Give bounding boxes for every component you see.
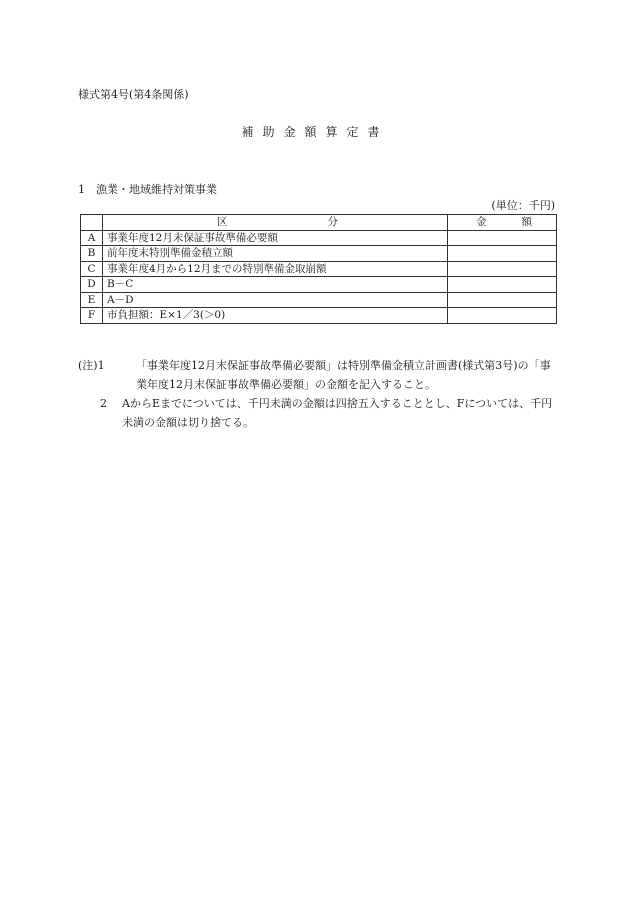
header-label-cell [81,215,103,231]
row-description: 事業年度4月から12月までの特別準備金取崩額 [103,261,448,277]
table-row [81,261,557,277]
note-item [78,394,560,432]
header-amount-left: 金 [476,216,487,229]
row-label: C [81,261,103,277]
note-text: AからEまでについては、千円未満の金額は四捨五入することとし、Fについては、千円未満の金額は切り捨てる。 [122,397,553,429]
header-amount-right: 額 [521,216,532,229]
table-row [81,246,557,262]
notes-section [78,356,560,432]
row-label: E [81,292,103,308]
row-amount[interactable] [448,277,557,293]
row-label: A [81,230,103,246]
row-label: D [81,277,103,293]
note-text: 「事業年度12月末保証事故準備必要額」は特別準備金積立計画書(様式第3号)の「事業年度12月末保証事故準備必要額」の金額を記入すること。 [136,359,551,391]
table-row [81,277,557,293]
calculation-table [80,214,557,324]
header-category-left: 区 [217,216,228,229]
table-row [81,308,557,324]
row-label: B [81,246,103,262]
row-description: 事業年度12月末保証事故準備必要額 [103,230,448,246]
document-title: 補助金額算定書 [241,125,389,139]
header-amount-cell [448,215,557,231]
table-row [81,292,557,308]
row-label: F [81,308,103,324]
note-prefix: 2 [100,397,118,410]
row-amount[interactable] [448,261,557,277]
header-category-cell [103,215,448,231]
row-description: 前年度末特別準備金積立額 [103,246,448,262]
table-header-row [81,215,557,231]
row-description: A－D [103,292,448,308]
note-item [78,356,560,394]
row-description: 市負担額：E×1／3(＞0) [103,308,448,324]
section-heading: 1 漁業・地域維持対策事業 [78,183,217,196]
unit-label: (単位：千円) [491,199,555,212]
form-number: 様式第4号(第4条関係) [78,88,189,101]
row-amount[interactable] [448,308,557,324]
row-description: B－C [103,277,448,293]
table-row [81,230,557,246]
row-amount[interactable] [448,246,557,262]
row-amount[interactable] [448,230,557,246]
note-prefix: (注)1 [78,359,116,372]
row-amount[interactable] [448,292,557,308]
header-category-right: 分 [327,216,338,229]
